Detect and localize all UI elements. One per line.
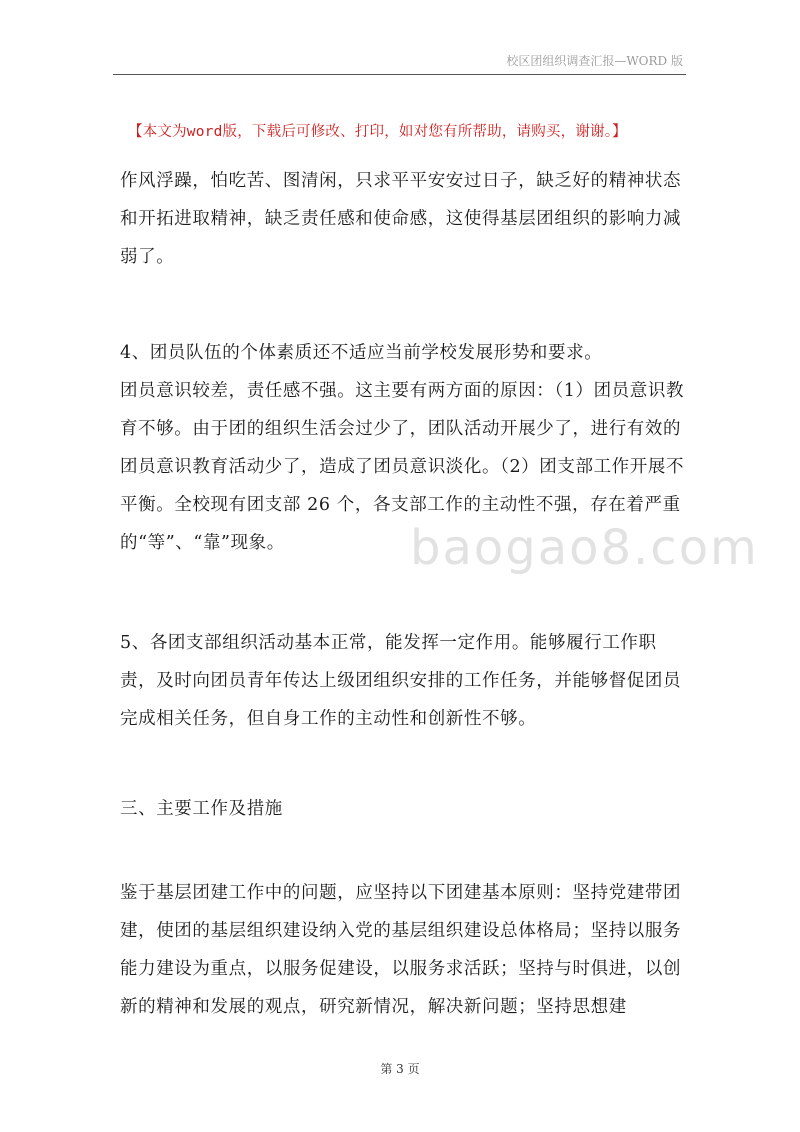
paragraph-3: 团员意识较差，责任感不强。这主要有两方面的原因：（1）团员意识教育不够。由于团的组织生活会过少了，团队活动开展少了，进行有效的团员意识教育活动少了，造成了团员意识淡化。（2）团支部工作开展不平衡。全校现有团支部 26 个，各支部工作的主动性不强，存在着严重的“等”、“靠”现象。 xyxy=(120,381,685,553)
page-header-title: 校区团组织调查汇报—WORD 版 xyxy=(506,54,683,68)
paragraph-2: 4、团员队伍的个体素质还不适应当前学校发展形势和要求。 xyxy=(120,343,603,363)
watermark: baogao8.com xyxy=(410,520,759,576)
paragraph-4: 5、各团支部组织活动基本正常，能发挥一定作用。能够履行工作职责，及时向团员青年传达上级团组织安排的工作任务，并能够督促团员完成相关任务，但自身工作的主动性和创新性不够。 xyxy=(120,633,682,729)
section-heading: 三、主要工作及措施 xyxy=(120,799,283,819)
page-number: 第 3 页 xyxy=(380,1062,420,1076)
header-divider xyxy=(113,74,686,75)
paragraph-1: 作风浮躁，怕吃苦、图清闲，只求平平安安过日子，缺乏好的精神状态和开拓进取精神，缺乏责任感和使命感，这使得基层团组织的影响力减弱了。 xyxy=(120,171,682,267)
download-notice: 【本文为word版，下载后可修改、打印，如对您有所帮助，请购买，谢谢。】 xyxy=(128,124,627,140)
paragraph-5: 鉴于基层团建工作中的问题，应坚持以下团建基本原则：坚持党建带团建，使团的基层组织建设纳入党的基层组织建设总体格局；坚持以服务能力建设为重点，以服务促建设，以服务求活跃；坚持与时俱进，以创新的精神和发展的观点，研究新情况，解决新问题；坚持思想建 xyxy=(120,883,682,1017)
